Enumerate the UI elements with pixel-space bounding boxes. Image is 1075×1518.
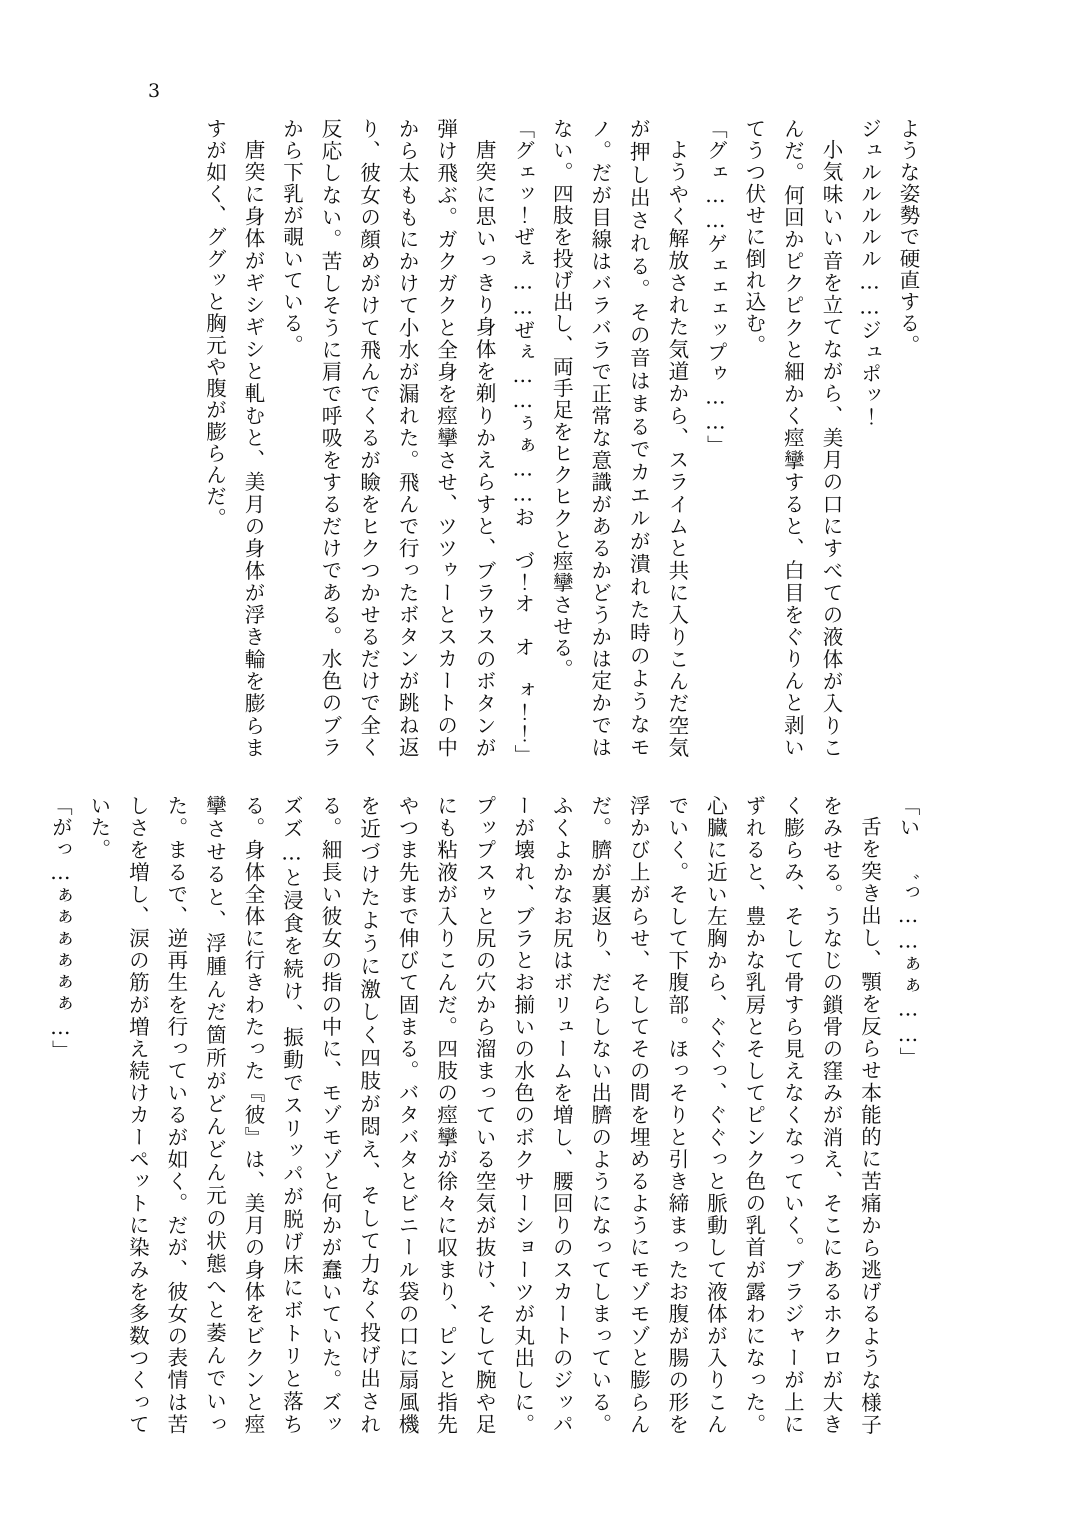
paragraph-dialogue: 「い ゛っ……ぁぁ……」 [896, 795, 920, 1069]
paragraph-dialogue: 「がっ…ぁぁぁぁぁぁ…」 [48, 795, 73, 1062]
paragraph: ような姿勢で硬直する。 [896, 118, 920, 356]
paragraph: ようやく解放された気道から、スライムと共に入りこんだ空気が押し出される。その音はまるでカエルが潰れた時のようなモノ。だが目線はバラバラで正常な意識があるかどうかは定かではない。四肢を投げ出し、両手足をヒクヒクと痙攣させる。 [549, 118, 689, 758]
paragraph: 唐突に思いっきり身体を剃りかえらすと、ブラウスのボタンが弾け飛ぶ。ガクガクと全身を痙攣させ、ツツゥーとスカートの中から太ももにかけて小水が漏れた。飛んで行ったボタンが跳ね返り、彼女の顔めがけて飛んでくるが瞼をヒクつかせるだけで全く反応しない。苦しそうに肩で呼吸をするだけである。水色のブラから下乳が覗いている。 [279, 118, 497, 758]
paragraph-dialogue: 「グェ……ゲェェェップゥ……」 [703, 118, 728, 457]
paragraph: 小気味いい音を立てながら、美月の口にすべての液体が入りこんだ。何回かピクピクと細かく痙攣すると、白目をぐりんと剥いてうつ伏せに倒れ込む。 [741, 118, 843, 758]
paragraph-dialogue: 「グェッ！ぜぇ……ぜぇ……ぅぁ……お づ！オ オ ォ！！」 [510, 118, 535, 767]
page-number: 3 [148, 80, 161, 102]
upper-text-block [143, 118, 927, 767]
paragraph: 舌を突き出し、顎を反らせ本能的に苦痛から逃げるような様子をみせる。うなじの鎖骨の窪みが消え、そこにあるホクロが大きく膨らみ、そして骨すら見えなくなっていく。ブラジャーが上にずれると、豊かな乳房とそしてピンク色の乳首が露わになった。心臓に近い左胸から、ぐぐっ、ぐぐっと脈動して液体が入りこんでいく。そして下腹部。ほっそりと引き締まったお腹が腸の形を浮かび上がらせ、そしてその間を埋めるようにモゾモゾと膨らんだ。臍が裏返り、だらしない出臍のようになってしまっている。ふくよかなお尻はボリュームを増し、腰回りのスカートのジッパーが壊れ、ブラとお揃いの水色のボクサーショーツが丸出しに。プップスゥと尻の穴から溜まっている空気が抜け、そして腕や足にも粘液が入りこんだ。四肢の痙攣が徐々に収まり、ピンと指先やつま先まで伸びて固まる。バタバタとビニール袋の口に扇風機を近づけたように激しく四肢が悶え、そして力なく投げ出される。細長い彼女の指の中に、モゾモゾと何かが蠢いていた。ズッズズ…と浸食を続け、振動でスリッパが脱げ床にボトリと落ちる。身体全体に行きわたった『彼』は、美月の身体をビクンと痙攣させると、浮腫んだ箇所がどんどん元の状態へと萎んでいった。まるで、逆再生を行っているが如く。だが、彼女の表情は苦しさを増し、涙の筋が増え続けカーペットに染みを多数つくっていた。 [86, 795, 882, 1435]
paragraph: 唐突に身体がギシギシと軋むと、美月の身体が浮き輪を膨らますが如く、ググッと胸元や腹が膨らんだ。 [202, 118, 265, 758]
lower-text-block [48, 795, 927, 1435]
paragraph-onomatopoeia: ジュルルルルル……ジュポッ！ [857, 118, 882, 428]
